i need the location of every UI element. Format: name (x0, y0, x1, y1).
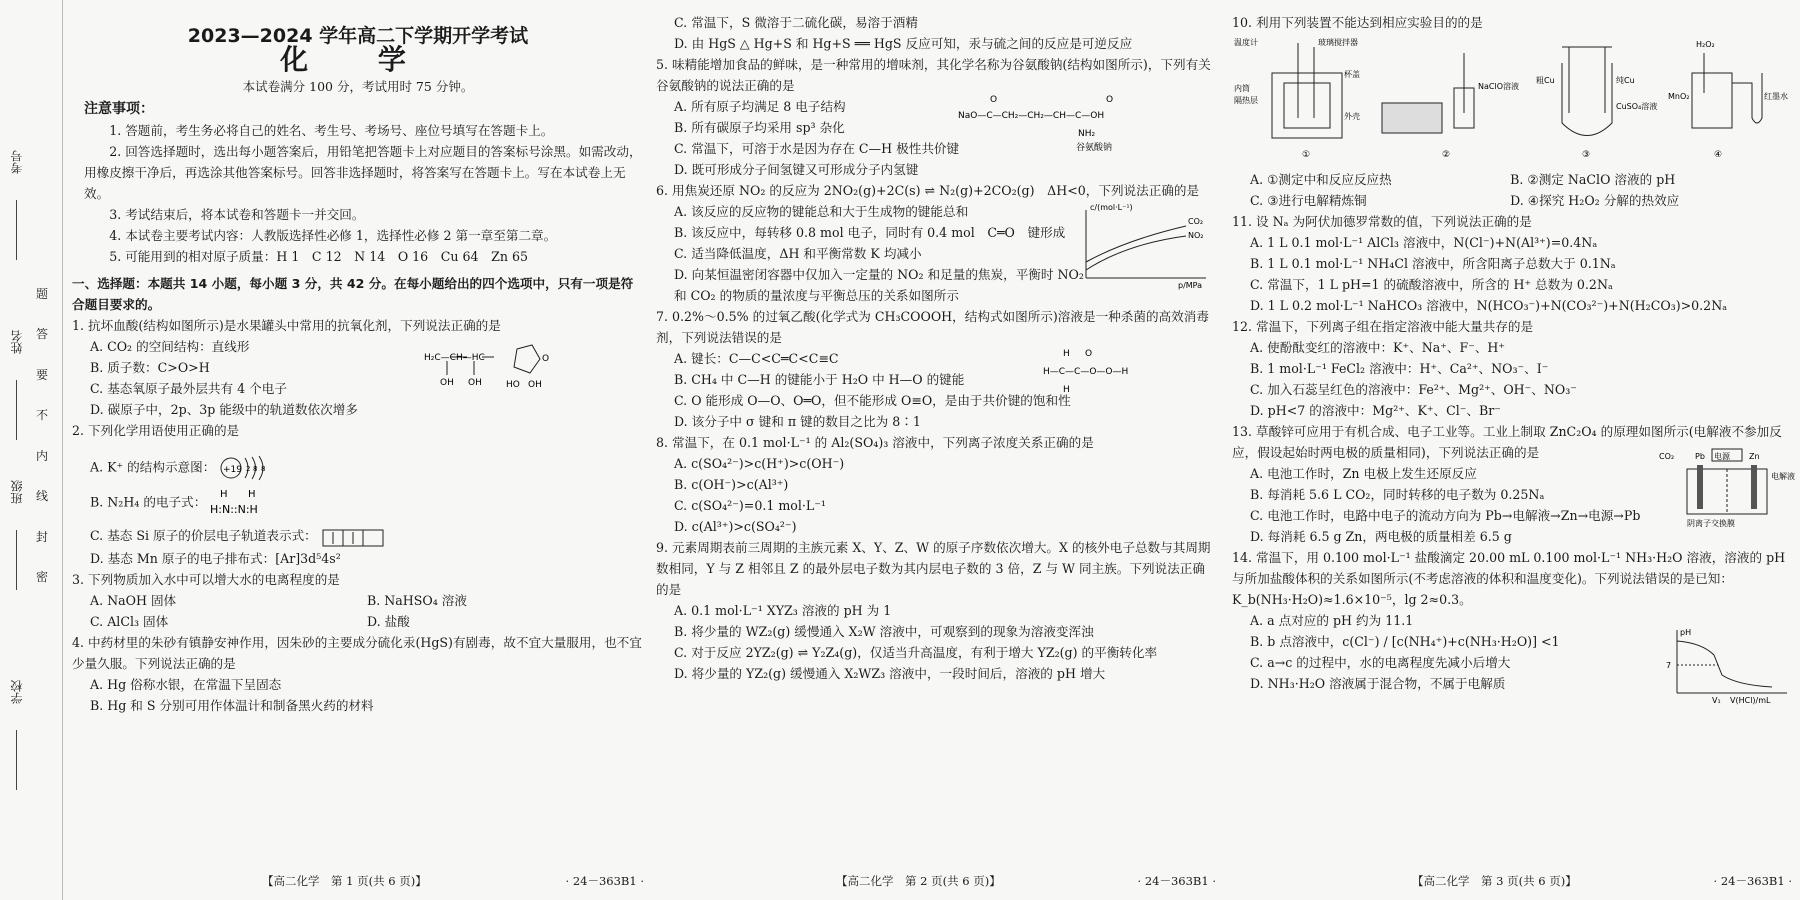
svg-text:O: O (990, 95, 998, 105)
field-exam-number: 考号 (10, 150, 24, 174)
titration-curve (1662, 625, 1792, 705)
svg-text:CuSO₄溶液: CuSO₄溶液 (1616, 102, 1658, 111)
svg-text:玻璃搅拌器: 玻璃搅拌器 (1318, 38, 1358, 47)
svg-text:温度计: 温度计 (1234, 38, 1258, 47)
svg-text:外壳: 外壳 (1344, 112, 1360, 121)
svg-text:Pb: Pb (1695, 452, 1705, 461)
si-orbital-diagram (321, 526, 391, 548)
glutamate-structure (956, 92, 1156, 152)
svg-text:8: 8 (253, 465, 258, 473)
svg-text:H₂C—CH—HC: H₂C—CH—HC (424, 353, 485, 363)
question-6: 6. 用焦炭还原 NO₂ 的反应为 2NO₂(g)+2C(s) ⇌ N₂(g)+2CO₂(g) ΔH<0，下列说法正确的是 A. 该反应的反应物的键能总和大于生成物的键能总和 B. 该反应中，每转移 0.8 mol 电子，同时有 0.4 mol C═O 键形成 C. 适当降低温度，ΔH 和平衡常数 K 均减小 D. 向某恒温密闭容器中仅加入一定量的 NO₂ 和足量的焦炭，平衡时 NO₂ 和 CO₂ 的物质的量浓度与平衡总压的关系如图所示 c/(mol·L⁻¹) CO₂ NO₂ p/MPa (656, 180, 1216, 306)
question-11: 11. 设 Nₐ 为阿伏加德罗常数的值，下列说法正确的是 A. 1 L 0.1 mol·L⁻¹ AlCl₃ 溶液中，N(Cl⁻)+N(Al³⁺)=0.4Nₐ B. 1 L 0.1 mol·L⁻¹ NH₄Cl 溶液中，所含阳离子总数大于 0.1Nₐ C. 常温下，1 L pH=1 的硫酸溶液中，所含的 H⁺ 总数为 0.2Nₐ D. 1 L 0.2 mol·L⁻¹ NaHCO₃ 溶液中，N(HCO₃⁻)+N(CO₃²⁻)+N(H₂CO₃)>0.2Nₐ (1232, 214, 1728, 313)
notes: 注意事项： 1. 答题前，考生务必将自己的姓名、考生号、考场号、座位号填写在答题卡上。 2. 回答选择题时，选出每小题答案后，用铅笔把答题卡上对应题目的答案标号涂黑。如需改动，用橡皮擦干净后，再选涂其他答案标号。回答非选择题时，将答案写在答题卡上。写在本试卷上无效。 3. 考试结束后，将本试卷和答题卡一并交回。 4. 本试卷主要考试内容：人教版选择性必修 1，选择性必修 2 第一章至第二章。 5. 可能用到的相对原子质量：H 1 C 12 N 14 O 16 Cu 64 Zn 65 (84, 101, 642, 264)
svg-text:②: ② (1442, 150, 1451, 160)
page-footer: 【高二化学 第 2 页(共 6 页)】 · 24－363B1 · (836, 874, 1216, 888)
exam-meta: 本试卷满分 100 分，考试用时 75 分钟。 (242, 79, 474, 94)
svg-text:NH₂: NH₂ (1078, 129, 1096, 139)
blank-line (16, 200, 17, 260)
svg-text:OH: OH (468, 378, 482, 388)
page-3 (1232, 12, 1795, 888)
page-1 (72, 12, 644, 888)
section-heading: 一、选择题：本题共 14 小题，每小题 3 分，共 42 分。在每小题给出的四个选项中，只有一项是符合题目要求的。 (72, 276, 634, 312)
svg-text:阴离子交换膜: 阴离子交换膜 (1687, 519, 1735, 528)
question-4: 4. 中药材里的朱砂有镇静安神作用，因朱砂的主要成分硫化汞(HgS)有剧毒，故不宜大量服用，也不宜少量久服。下列说法正确的是 A. Hg 俗称水银，在常温下呈固态 B. Hg 和 S 分别可用作体温计和制备黑火药的材料 (72, 634, 642, 713)
svg-text:OH: OH (528, 380, 542, 390)
svg-text:O: O (1085, 349, 1093, 359)
question-5: 5. 味精能增加食品的鲜味，是一种常用的增味剂，其化学名称为谷氨酸钠(结构如图所示)，下列有关谷氨酸钠的说法正确的是 A. 所有原子均满足 8 电子结构 B. 所有碳原子均采用 sp³ 杂化 C. 常温下，可溶于水是因为存在 C—H 极性共价键 D. 既可形成分子间氢键又可形成分子内氢键 NaO—C—CH₂—CH₂—CH—C—OH O O NH₂ 谷氨酸钠 (656, 57, 1211, 177)
question-9: 9. 元素周期表前三周期的主族元素 X、Y、Z、W 的原子序数依次增大。X 的核外电子总数与其周期数相同，Y 与 Z 相邻且 Z 的最外层电子数为其内层电子数的 3 倍，Z 与 W 同主族。下列说法正确的是 A. 0.1 mol·L⁻¹ XYZ₃ 溶液的 pH 为 1 B. 将少量的 WZ₂(g) 缓慢通入 X₂W 溶液中，可观察到的现象为溶液变浑浊 C. 对于反应 2YZ₂(g) ⇌ Y₂Z₄(g)，仅适当升高温度，有利于增大 YZ₂(g) 的平衡转化率 D. 将少量的 YZ₂(g) 缓慢通入 X₂WZ₃ 溶液中，一段时间后，溶液的 pH 增大 (656, 540, 1211, 681)
question-1: 1. 抗坏血酸(结构如图所示)是水果罐头中常用的抗氧化剂，下列说法正确的是 A. CO₂ 的空间结构：直线形 B. 质子数：C>O>H C. 基态氧原子最外层共有 4 个电子 D. 碳原子中，2p、3p 能级中的轨道数依次增多 H₂C—CH—HC OH OH O HO OH (72, 315, 644, 420)
svg-text:内筒: 内筒 (1234, 84, 1250, 93)
svg-text:NaClO溶液: NaClO溶液 (1478, 82, 1519, 91)
question-7: 7. 0.2%～0.5% 的过氧乙酸(化学式为 CH₃COOOH，结构式如图所示)溶液是一种杀菌的高效消毒剂，下列说法错误的是 A. 键长：C—C<C═C<C≡C B. CH₄ 中 C—H 的键能小于 H₂O 中 H—O 的键能 C. O 能形成 O—O、O═O，但不能形成 O≡O，是由于共价键的饱和性 D. 该分子中 σ 键和 π 键的数目之比为 8∶1 H O H—C—C—O—O—H H (656, 309, 1209, 429)
svg-text:③: ③ (1582, 150, 1591, 160)
svg-text:H: H (220, 489, 228, 500)
svg-text:7: 7 (1666, 661, 1672, 670)
svg-text:隔热层: 隔热层 (1234, 96, 1258, 105)
question-4-cont: C. 常温下，S 微溶于二硫化碳，易溶于酒精 D. 由 HgS △ Hg+S 和 Hg+S ══ HgS 反应可知，汞与硫之间的反应是可逆反应 (674, 15, 1133, 51)
question-3: 3. 下列物质加入水中可以增大水的电离程度的是 A. NaOH 固体 B. NaHSO₄ 溶液 C. AlCl₃ 固体 D. 盐酸 (72, 571, 467, 629)
svg-text:+19: +19 (223, 465, 243, 475)
seal-text: 题 答 要 不 内 线 封 密 (36, 287, 49, 584)
page-2 (656, 12, 1216, 888)
page-footer: 【高二化学 第 1 页(共 6 页)】 · 24－363B1 · (262, 874, 644, 888)
field-school: 学校 (10, 680, 24, 704)
question-14: 14. 常温下，用 0.100 mol·L⁻¹ 盐酸滴定 20.00 mL 0.100 mol·L⁻¹ NH₃·H₂O 溶液，溶液的 pH 与所加盐酸体积的关系如图所示(不考虑溶液的体积和温度变化)。下列说法错误的是已知：K_b(NH₃·H₂O)≈1.6×10⁻⁵，lg 2≈0.3。 A. a 点对应的 pH 约为 11.1 B. b 点溶液中，c(Cl⁻) / [c(NH₄⁺)+c(NH₃·H₂O)] <1 C. a→c 的过程中，水的电离程度先减小后增大 D. NH₃·H₂O 溶液属于混合物，不属于电解质 pH 7 V₁ V(HCl)/mL (1232, 547, 1792, 694)
question-13: 13. 草酸锌可应用于有机合成、电子工业等。工业上制取 ZnC₂O₄ 的原理如图所示(电解液不参加反应，假设起始时两电极的质量相同)，下列说法正确的是 A. 电池工作时，Zn 电极上发生还原反应 B. 每消耗 5.6 L CO₂，同时转移的电子数为 0.25Nₐ C. 电池工作时，电路中电子的流动方向为 Pb→电解液→Zn→电源→Pb D. 每消耗 6.5 g Zn，两电极的质量相差 6.5 g 电源 CO₂ Pb Zn 电解液 阴离子交换膜 (1232, 424, 1795, 544)
question-8: 8. 常温下，在 0.1 mol·L⁻¹ 的 Al₂(SO₄)₃ 溶液中，下列离子浓度关系正确的是 A. c(SO₄²⁻)>c(H⁺)>c(OH⁻) B. c(OH⁻)>c(Al³⁺) C. c(SO₄²⁻)=0.1 mol·L⁻¹ D. c(Al³⁺)>c(SO₄²⁻) (656, 435, 1094, 534)
field-name: 姓名 (10, 330, 24, 354)
svg-text:MnO₂: MnO₂ (1668, 92, 1690, 101)
question-12: 12. 常温下，下列离子组在指定溶液中能大量共存的是 A. 使酚酞变红的溶液中：K⁺、Na⁺、F⁻、H⁺ B. 1 mol·L⁻¹ FeCl₂ 溶液中：H⁺、Ca²⁺、NO₃⁻、I⁻ C. 加入石蕊呈红色的溶液中：Fe²⁺、Mg²⁺、OH⁻、NO₃⁻ D. pH<7 的溶液中：Mg²⁺、K⁺、Cl⁻、Br⁻ (1232, 319, 1577, 418)
svg-text:④: ④ (1714, 150, 1723, 160)
svg-text:O: O (1106, 95, 1114, 105)
svg-text:CO₂: CO₂ (1659, 452, 1675, 461)
svg-text:8: 8 (261, 465, 266, 473)
h2o2-figure (1692, 53, 1762, 128)
peracetic-acid-structure (1041, 346, 1161, 396)
zinc-oxalate-cell-figure (1657, 449, 1795, 529)
blank-line (16, 730, 17, 790)
svg-text:①: ① (1302, 150, 1311, 160)
svg-text:V(HCl)/mL: V(HCl)/mL (1730, 696, 1771, 705)
svg-text:pH: pH (1680, 628, 1692, 637)
blank-line (16, 380, 17, 440)
svg-text:V₁: V₁ (1712, 696, 1721, 705)
binding-margin (0, 0, 63, 900)
svg-text:CO₂: CO₂ (1188, 217, 1204, 226)
svg-text:杯盖: 杯盖 (1344, 70, 1360, 79)
svg-text:电解液: 电解液 (1771, 472, 1795, 481)
svg-text:p/MPa: p/MPa (1178, 281, 1203, 290)
svg-text:粗Cu: 粗Cu (1536, 76, 1555, 85)
k-ion-diagram (219, 455, 279, 481)
page-footer: 【高二化学 第 3 页(共 6 页)】 · 24－363B1 · (1412, 874, 1792, 888)
apparatus-figures (1232, 33, 1792, 163)
exam-title: 2023—2024 学年高二下学期开学考试 (187, 25, 529, 47)
field-class: 班级 (10, 480, 24, 504)
svg-text:H—C—C—O—O—H: H—C—C—O—O—H (1043, 367, 1129, 377)
question-2: 2. 下列化学用语使用正确的是 A. K⁺ 的结构示意图： +19 2 8 8 B. N₂H₄ 的电子式： H H H:N::N:H C. 基态 Si 原子的价层电子轨道表示式： D. 基态 Mn 原子的电子排布式：[Ar]3d⁵4s² (72, 420, 644, 569)
subject-title: 化 学 (280, 43, 436, 76)
ph-meter-figure (1382, 53, 1474, 133)
n2h4-electron-formula (210, 487, 280, 519)
svg-text:红墨水: 红墨水 (1764, 92, 1788, 101)
blank-line (16, 530, 17, 590)
question-10: 10. 利用下列装置不能达到相应实验目的的是 温度计 玻璃搅拌器 杯盖 内筒 隔热层 外壳 ① NaClO溶液 ② 粗Cu 纯Cu CuSO₄溶液 ③ MnO₂ H₂O₂ 红墨水 ④ A. ①测定中和反应反应热 B. ②测定 NaClO 溶液的 pH C. ③进行电解精炼铜 D. ④探究 H₂O₂ 分解的热效应 (1232, 12, 1792, 211)
svg-text:纯Cu: 纯Cu (1616, 76, 1635, 85)
electrolysis-figure (1562, 47, 1612, 136)
svg-text:电源: 电源 (1714, 452, 1730, 461)
ascorbic-acid-structure (422, 335, 572, 405)
svg-text:H: H (248, 489, 256, 500)
svg-text:谷氨酸钠: 谷氨酸钠 (1076, 143, 1113, 153)
svg-text:OH: OH (440, 378, 454, 388)
svg-text:H₂O₂: H₂O₂ (1696, 40, 1715, 49)
svg-text:O: O (542, 354, 550, 364)
svg-text:NO₂: NO₂ (1188, 231, 1204, 240)
svg-text:H: H (1063, 349, 1070, 359)
svg-text:c/(mol·L⁻¹): c/(mol·L⁻¹) (1090, 203, 1133, 212)
concentration-pressure-graph (1066, 200, 1216, 290)
svg-text:NaO—C—CH₂—CH₂—CH—C—OH: NaO—C—CH₂—CH₂—CH—C—OH (958, 111, 1105, 121)
svg-text:H: H (1063, 385, 1070, 395)
svg-text:Zn: Zn (1749, 452, 1760, 461)
svg-text:2: 2 (246, 465, 251, 473)
svg-text:HO: HO (506, 380, 520, 390)
calorimeter-figure (1272, 43, 1342, 138)
svg-text:H:N::N:H: H:N::N:H (210, 503, 259, 516)
